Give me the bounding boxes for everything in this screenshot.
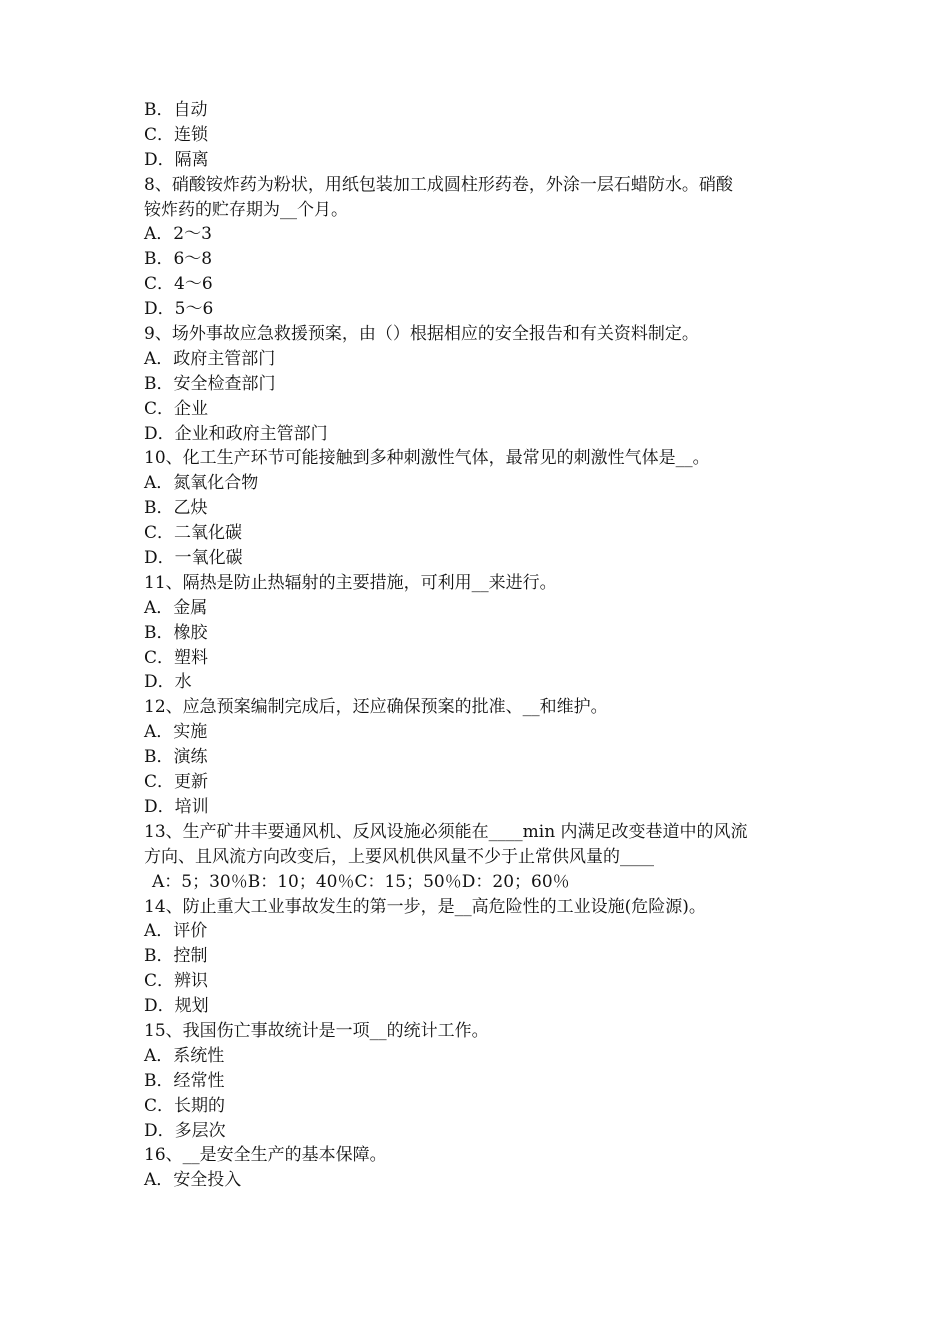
option-line: D．企业和政府主管部门 xyxy=(144,423,328,444)
question-8-text-continued: 铵炸药的贮存期为__个月。 xyxy=(144,199,348,220)
option-line: A．氮氧化合物 xyxy=(144,473,259,494)
question-12-text: 12、应急预案编制完成后，还应确保预案的批准、__和维护。 xyxy=(144,697,608,718)
option-line: B．乙炔 xyxy=(144,498,208,519)
option-line: B．控制 xyxy=(144,946,208,967)
document-page xyxy=(144,98,824,1193)
option-line: D．规划 xyxy=(144,996,209,1017)
option-line: A．评价 xyxy=(144,921,208,942)
option-line: C．连锁 xyxy=(144,124,209,145)
option-line: A．金属 xyxy=(144,597,208,618)
option-line: A．实施 xyxy=(144,722,208,743)
option-line: D．水 xyxy=(144,672,192,693)
question-11-text: 11、隔热是防止热辐射的主要措施，可利用__来进行。 xyxy=(144,572,557,593)
option-line: B．经常性 xyxy=(144,1070,225,1091)
option-line: B．演练 xyxy=(144,747,208,768)
option-line: D．隔离 xyxy=(144,149,209,170)
question-14-text: 14、防止重大工业事故发生的第一步，是__高危险性的工业设施(危险源)。 xyxy=(144,896,706,917)
option-line: C．4～6 xyxy=(144,274,213,295)
question-13-text-continued: 方向、且风流方向改变后，上要风机供风量不少于止常供风量的____ xyxy=(144,846,654,867)
option-line: C．更新 xyxy=(144,772,209,793)
question-16-text: 16、__是安全生产的基本保障。 xyxy=(144,1145,387,1166)
question-9-text: 9、场外事故应急救援预案，由（）根据相应的安全报告和有关资料制定。 xyxy=(144,324,699,345)
option-line: D．一氧化碳 xyxy=(144,548,243,569)
option-line: D．培训 xyxy=(144,796,209,817)
option-line: D．多层次 xyxy=(144,1120,226,1141)
option-line: A．政府主管部门 xyxy=(144,348,276,369)
option-line: C．塑料 xyxy=(144,647,209,668)
option-line: B．安全检查部门 xyxy=(144,373,276,394)
question-10-text: 10、化工生产环节可能接触到多种刺激性气体，最常见的刺激性气体是__。 xyxy=(144,448,710,469)
option-line: C．辨识 xyxy=(144,971,209,992)
question-13-options: A：5；30％B：10；40％C：15；50％D：20；60％ xyxy=(152,871,570,892)
option-line: B．橡胶 xyxy=(144,622,208,643)
option-line: C．长期的 xyxy=(144,1095,226,1116)
option-line: A．系统性 xyxy=(144,1045,225,1066)
option-line: D．5～6 xyxy=(144,299,214,320)
question-13-text: 13、生产矿井丰要通风机、反风设施必须能在____min 内满足改变巷道中的风流 xyxy=(144,821,748,842)
option-line: A．安全投入 xyxy=(144,1170,242,1191)
question-15-text: 15、我国伤亡事故统计是一项__的统计工作。 xyxy=(144,1020,489,1041)
option-line: B．6～8 xyxy=(144,249,213,270)
question-8-text: 8、硝酸铵炸药为粉状，用纸包装加工成圆柱形药卷，外涂一层石蜡防水。硝酸 xyxy=(144,174,733,195)
option-line: C．企业 xyxy=(144,398,209,419)
option-line: C．二氧化碳 xyxy=(144,523,243,544)
option-line: B．自动 xyxy=(144,100,208,120)
option-line: A．2～3 xyxy=(144,224,212,245)
